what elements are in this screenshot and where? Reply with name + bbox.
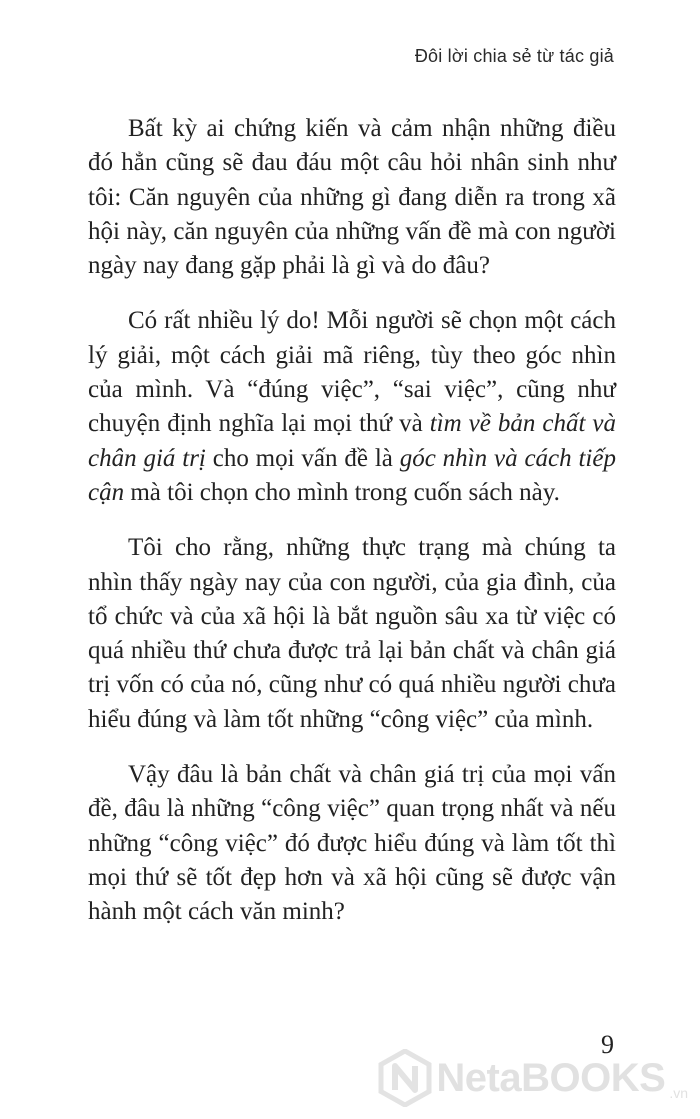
running-header: Đôi lời chia sẻ từ tác giả	[414, 46, 614, 66]
paragraph-2-part-2: cho mọi vấn đề là	[205, 444, 400, 472]
paragraph-2-italic-1: tìm về bản chất và chân giá trị	[88, 410, 617, 472]
page-body	[88, 112, 616, 951]
netabooks-logo-icon	[378, 1049, 432, 1107]
paragraph-2-italic-2: góc nhìn và cách tiếp cận	[88, 444, 616, 506]
paragraph-2	[88, 304, 616, 510]
watermark-suffix: .vn	[669, 1085, 688, 1101]
page-number: 9	[601, 1030, 614, 1059]
paragraph-2-part-1: Có rất nhiều lý do! Mỗi người sẽ chọn một cách lý giải, một cách giải mã riêng, tùy theo góc nhìn của mình. Và “đúng việc”, “sai việc”, cũng như chuyện định nghĩa lại mọi thứ và	[88, 307, 616, 438]
paragraph-2-part-3: mà tôi chọn cho mình trong cuốn sách này.	[124, 478, 560, 506]
paragraph-4: Vậy đâu là bản chất và chân giá trị của mọi vấn đề, đâu là những “công việc” quan trọng nhất và nếu những “công việc” đó được hiểu đúng và làm tốt thì mọi thứ sẽ tốt đẹp hơn và xã hội cũng sẽ được vận hành một cách văn minh?	[88, 761, 616, 926]
paragraph-3: Tôi cho rằng, những thực trạng mà chúng ta nhìn thấy ngày nay của con người, của gia đình, của tổ chức và của xã hội là bắt nguồn sâu xa từ việc có quá nhiều thứ chưa được trả lại bản chất và chân giá trị vốn có của nó, cũng như có quá nhiều người chưa hiểu đúng và làm tốt những “công việc” của mình.	[88, 534, 616, 733]
paragraph-1: Bất kỳ ai chứng kiến và cảm nhận những điều đó hẳn cũng sẽ đau đáu một câu hỏi nhân sinh như tôi: Căn nguyên của những gì đang diễn ra trong xã hội này, căn nguyên của những vấn đề mà con người ngày nay đang gặp phải là gì và do đâu?	[88, 115, 616, 280]
watermark-brand: NetaBOOKS	[436, 1056, 666, 1100]
watermark	[378, 1049, 688, 1107]
